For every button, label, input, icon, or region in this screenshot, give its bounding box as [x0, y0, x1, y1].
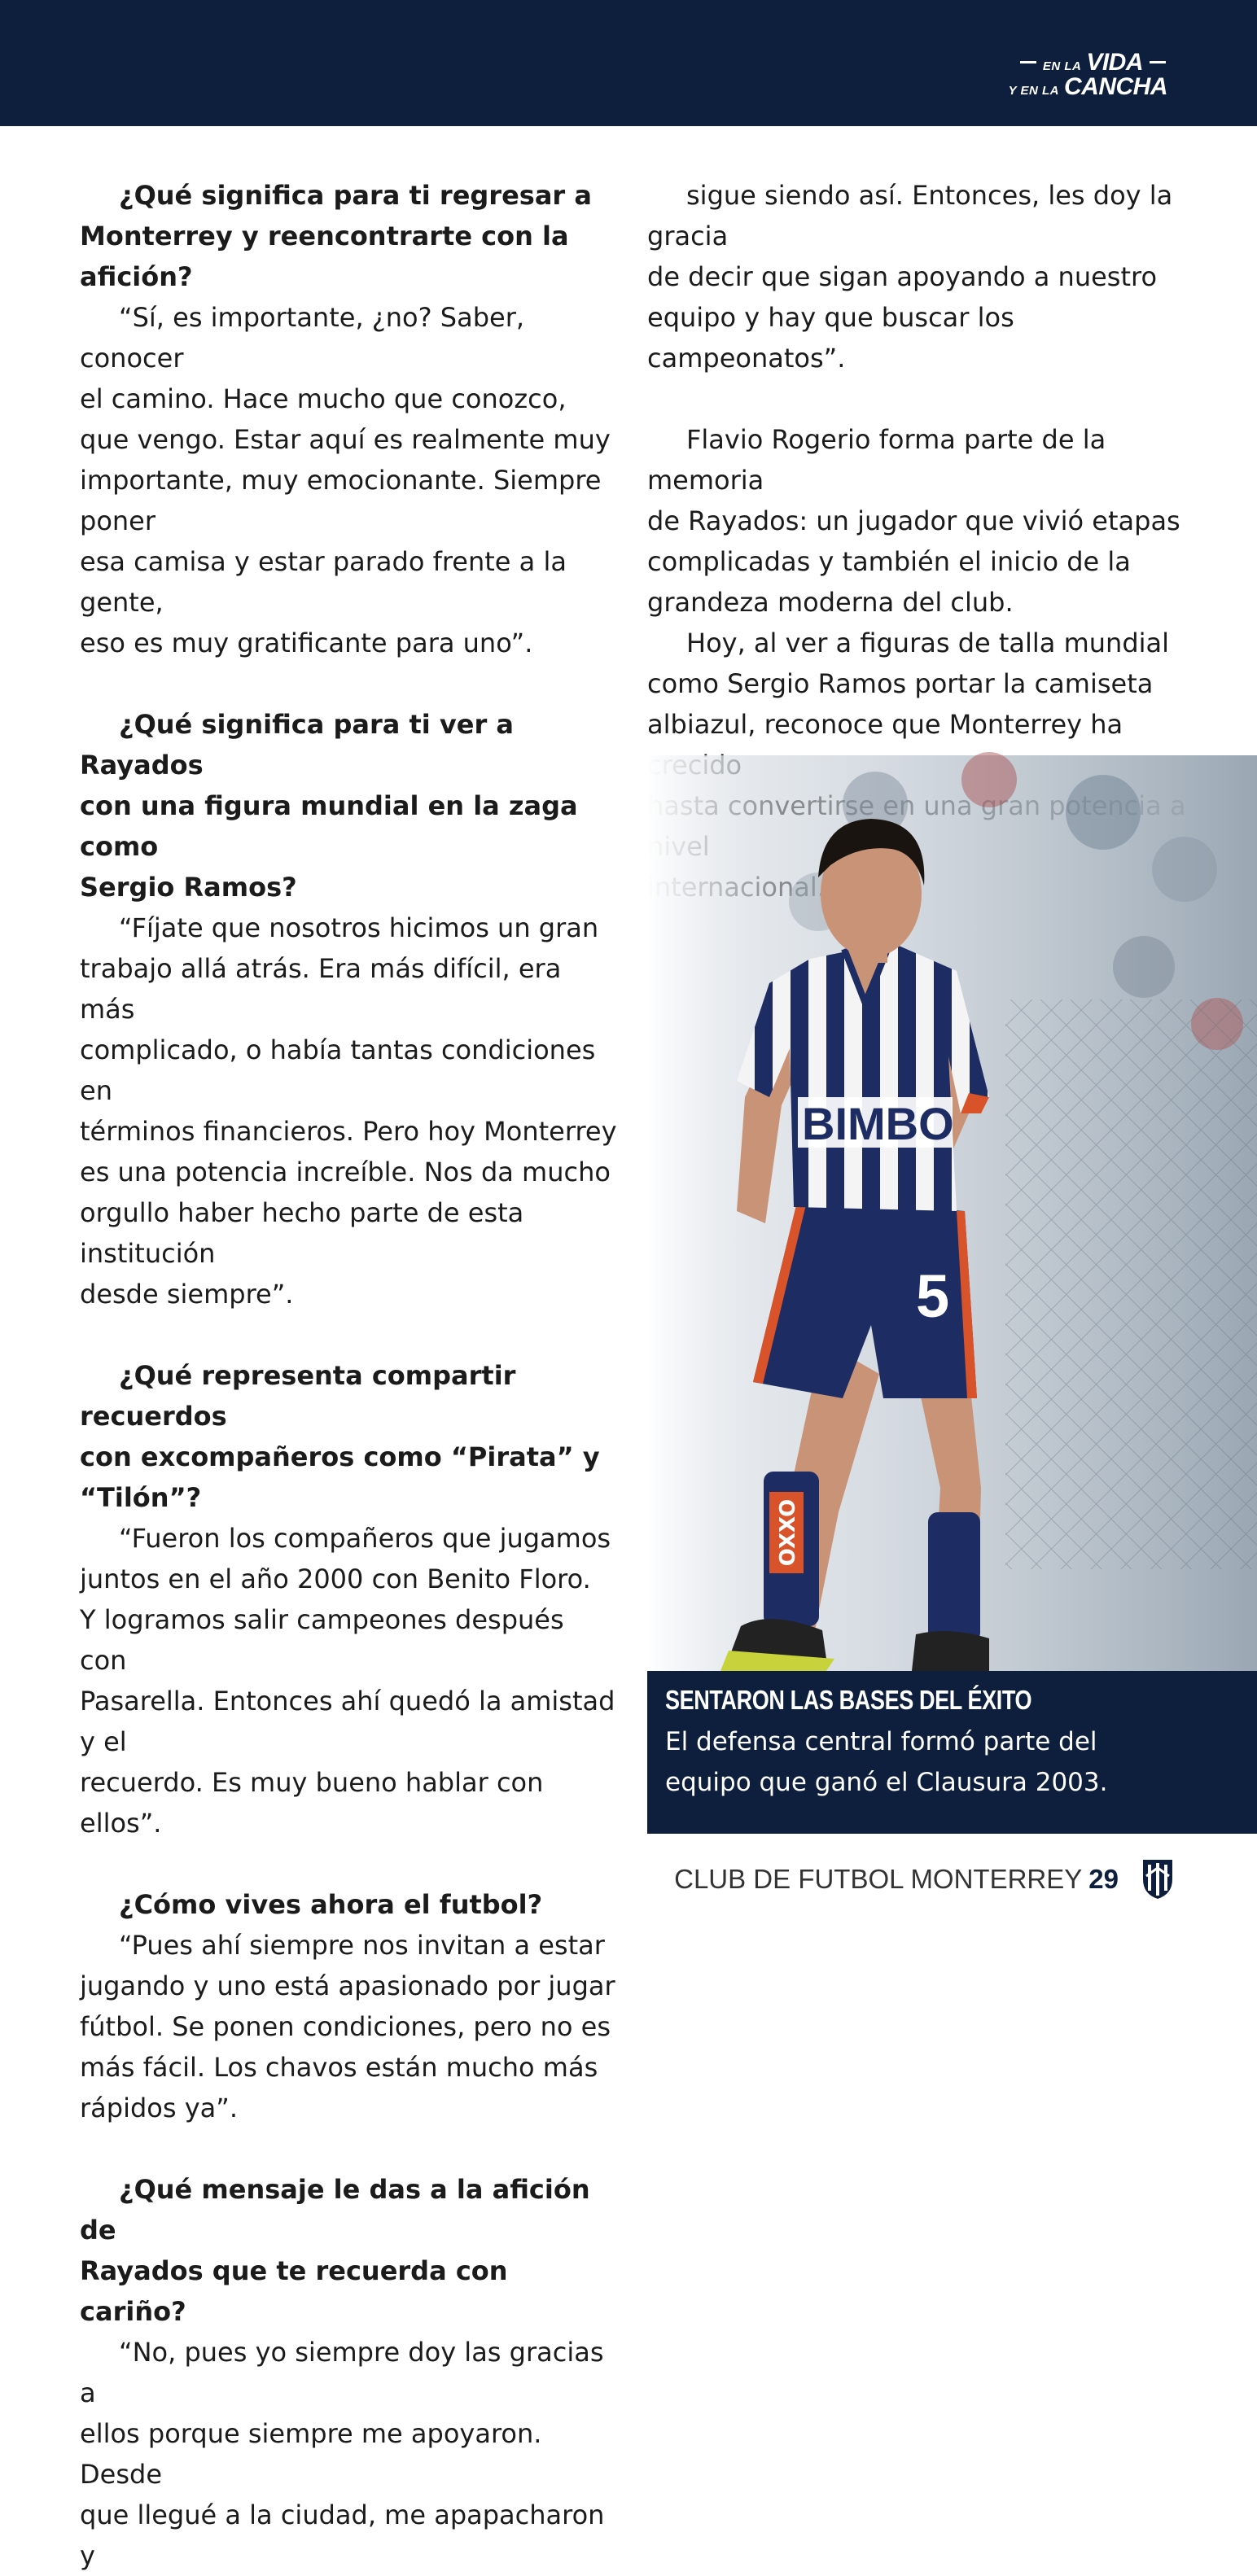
body-paragraph: “No, pues yo siempre doy las gracias a ellos porque siempre me apoyaron. Desde que llegué a la ciudad, me apapacharon y	[80, 2337, 605, 2571]
interview-question: ¿Qué significa para ti ver a Rayados con una figura mundial en la zaga como Sergio Ramos?	[80, 709, 578, 903]
brand-line1-big: VIDA	[1086, 49, 1143, 76]
body-paragraph: sigue siendo así. Entonces, les doy la gracia de decir que sigan apoyando a nuestro equipo y hay que buscar los campeonatos”.	[647, 180, 1173, 374]
interview-question: ¿Qué representa compartir recuerdos con excompañeros como “Pirata” y “Tilón”?	[80, 1360, 600, 1513]
body-paragraph: Hoy, al ver a figuras de talla mundial como Sergio Ramos portar la camiseta albiazul, reconoce que Monterrey ha	[647, 628, 1170, 740]
dash-decoration	[1020, 61, 1036, 63]
page-number: 29	[1088, 1864, 1119, 1894]
interview-question: ¿Qué mensaje le das a la afición de Rayados que te recuerda con cariño?	[80, 2174, 590, 2327]
brand-line2-small: Y EN LA	[1008, 84, 1059, 98]
interview-question: ¿Qué significa para ti regresar a Monterrey y reencontrarte con la afición?	[80, 180, 592, 292]
caption-title: SENTARON LAS BASES DEL ÉXITO	[665, 1685, 1032, 1715]
paragraph-gap	[647, 378, 1201, 419]
dash-decoration	[1150, 61, 1166, 63]
paragraph-gap	[80, 2128, 617, 2169]
body-paragraph: “Sí, es importante, ¿no? Saber, conocer el camino. Hace mucho que conozco, que vengo. Estar aquí es realmente muy importante, muy emocionante. Siempre poner esa camisa y estar parado frente a la gente, eso es muy gratificante para uno”.	[80, 302, 611, 658]
shorts-number: 5	[916, 1262, 950, 1330]
body-paragraph: “Pues ahí siempre nos invitan a estar jugando y uno está apasionado por jugar fútbol. Se ponen condiciones, pero no es más fácil. Los chavos están mucho más rápidos ya”.	[80, 1930, 615, 2123]
brand-line2-big: CANCHA	[1064, 73, 1167, 100]
paragraph-gap	[80, 1314, 617, 1355]
article-left-column	[80, 175, 617, 2576]
body-paragraph: “Fíjate que nosotros hicimos un gran trabajo allá atrás. Era más difícil, era más complicado, o había tantas condiciones en términos financieros. Pero hoy Monterrey es una potencia increíble. Nos da mucho orgullo haber hecho parte de esta institución desde siempre”.	[80, 912, 617, 1310]
rayados-crest-icon	[1140, 1858, 1176, 1900]
player-photo-svg	[647, 755, 1257, 1671]
magazine-logo	[1005, 50, 1167, 99]
page-footer	[674, 1864, 1119, 1895]
footer-label: CLUB DE FUTBOL MONTERREY	[674, 1864, 1083, 1894]
body-paragraph: Flavio Rogerio forma parte de la memoria de Rayados: un jugador que vivió etapas complicadas y también el inicio de la grandeza moderna del club.	[647, 424, 1180, 618]
interview-question: ¿Cómo vives ahora el futbol?	[119, 1889, 543, 1920]
sock-sponsor: OXXO	[776, 1498, 800, 1567]
body-paragraph: “Fueron los compañeros que jugamos juntos en el año 2000 con Benito Floro. Y logramos salir campeones después con Pasarella. Entonces ahí quedó la amistad y el recuerdo. Es muy bueno hablar con ellos”.	[80, 1523, 615, 1839]
jersey-sponsor: BIMBO	[802, 1098, 954, 1149]
photo-caption	[647, 1671, 1257, 1834]
header-band	[0, 0, 1257, 126]
player-photo	[647, 755, 1257, 1671]
brand-line1-small: EN LA	[1042, 59, 1082, 73]
paragraph-gap	[80, 663, 617, 704]
paragraph-gap	[80, 1843, 617, 1884]
caption-text: El defensa central formó parte del equipo que ganó el Clausura 2003.	[665, 1727, 1108, 1797]
